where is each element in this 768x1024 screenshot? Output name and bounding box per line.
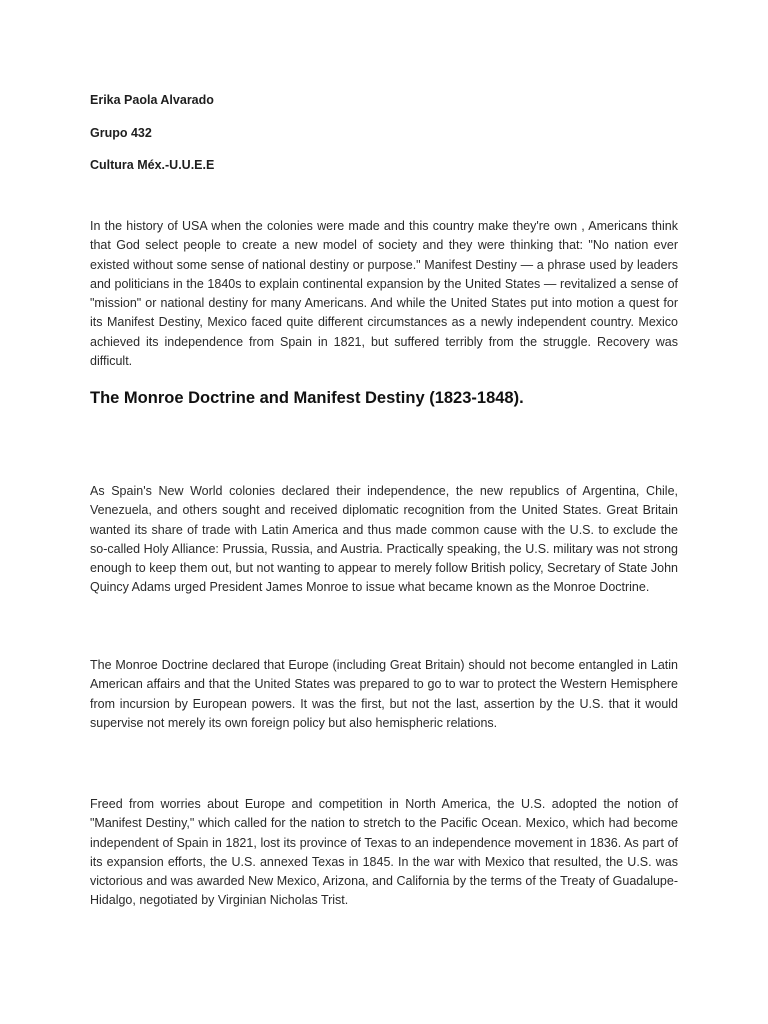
group-label: Grupo 432 (90, 126, 152, 140)
author-name: Erika Paola Alvarado (90, 93, 214, 107)
intro-paragraph: In the history of USA when the colonies were made and this country make they're own , Americans think that God select people to create a new model of society and they were thinking that: "No nation ever existed without some sense of national destiny or purpose." Manifest Destiny — a phrase used by leaders and politicians in the 1840s to explain continental expansion by the United States — revitalized a sense of "mission" or national destiny for many Americans. And while the United States put into motion a quest for its Manifest Destiny, Mexico faced quite different circumstances as a newly independent country. Mexico achieved its independence from Spain in 1821, but suffered terribly from the struggle. Recovery was difficult. (90, 219, 678, 369)
section-paragraph: Freed from worries about Europe and competition in North America, the U.S. adopted the notion of "Manifest Destiny," which called for the nation to stretch to the Pacific Ocean. Mexico, which had become independent of Spain in 1821, lost its province of Texas to an independence movement in 1836. As part of its expansion efforts, the U.S. annexed Texas in 1845. In the war with Mexico that resulted, the U.S. was victorious and was awarded New Mexico, Arizona, and California by the terms of the Treaty of Guadalupe-Hidalgo, negotiated by Virginian Nicholas Trist. (90, 797, 678, 908)
section-paragraph: As Spain's New World colonies declared their independence, the new republics of Argentina, Chile, Venezuela, and others sought and received diplomatic recognition from the United States. Great Britain wanted its share of trade with Latin America and thus made common cause with the U.S. to exclude the so-called Holy Alliance: Prussia, Russia, and Austria. Practically speaking, the U.S. military was not strong enough to keep them out, but not wanting to appear to merely follow British policy, Secretary of State John Quincy Adams urged President James Monroe to issue what became known as the Monroe Doctrine. (90, 484, 678, 595)
section-title: The Monroe Doctrine and Manifest Destiny (1823-1848). (90, 389, 524, 407)
course-label: Cultura Méx.-U.U.E.E (90, 158, 215, 172)
section-paragraph: The Monroe Doctrine declared that Europe (including Great Britain) should not become entangled in Latin American affairs and that the United States was prepared to go to war to protect the Western Hemisphere from incursion by European powers. It was the first, but not the last, assertion by the U.S. that it would supervise not merely its own foreign policy but also hemispheric relations. (90, 658, 678, 730)
